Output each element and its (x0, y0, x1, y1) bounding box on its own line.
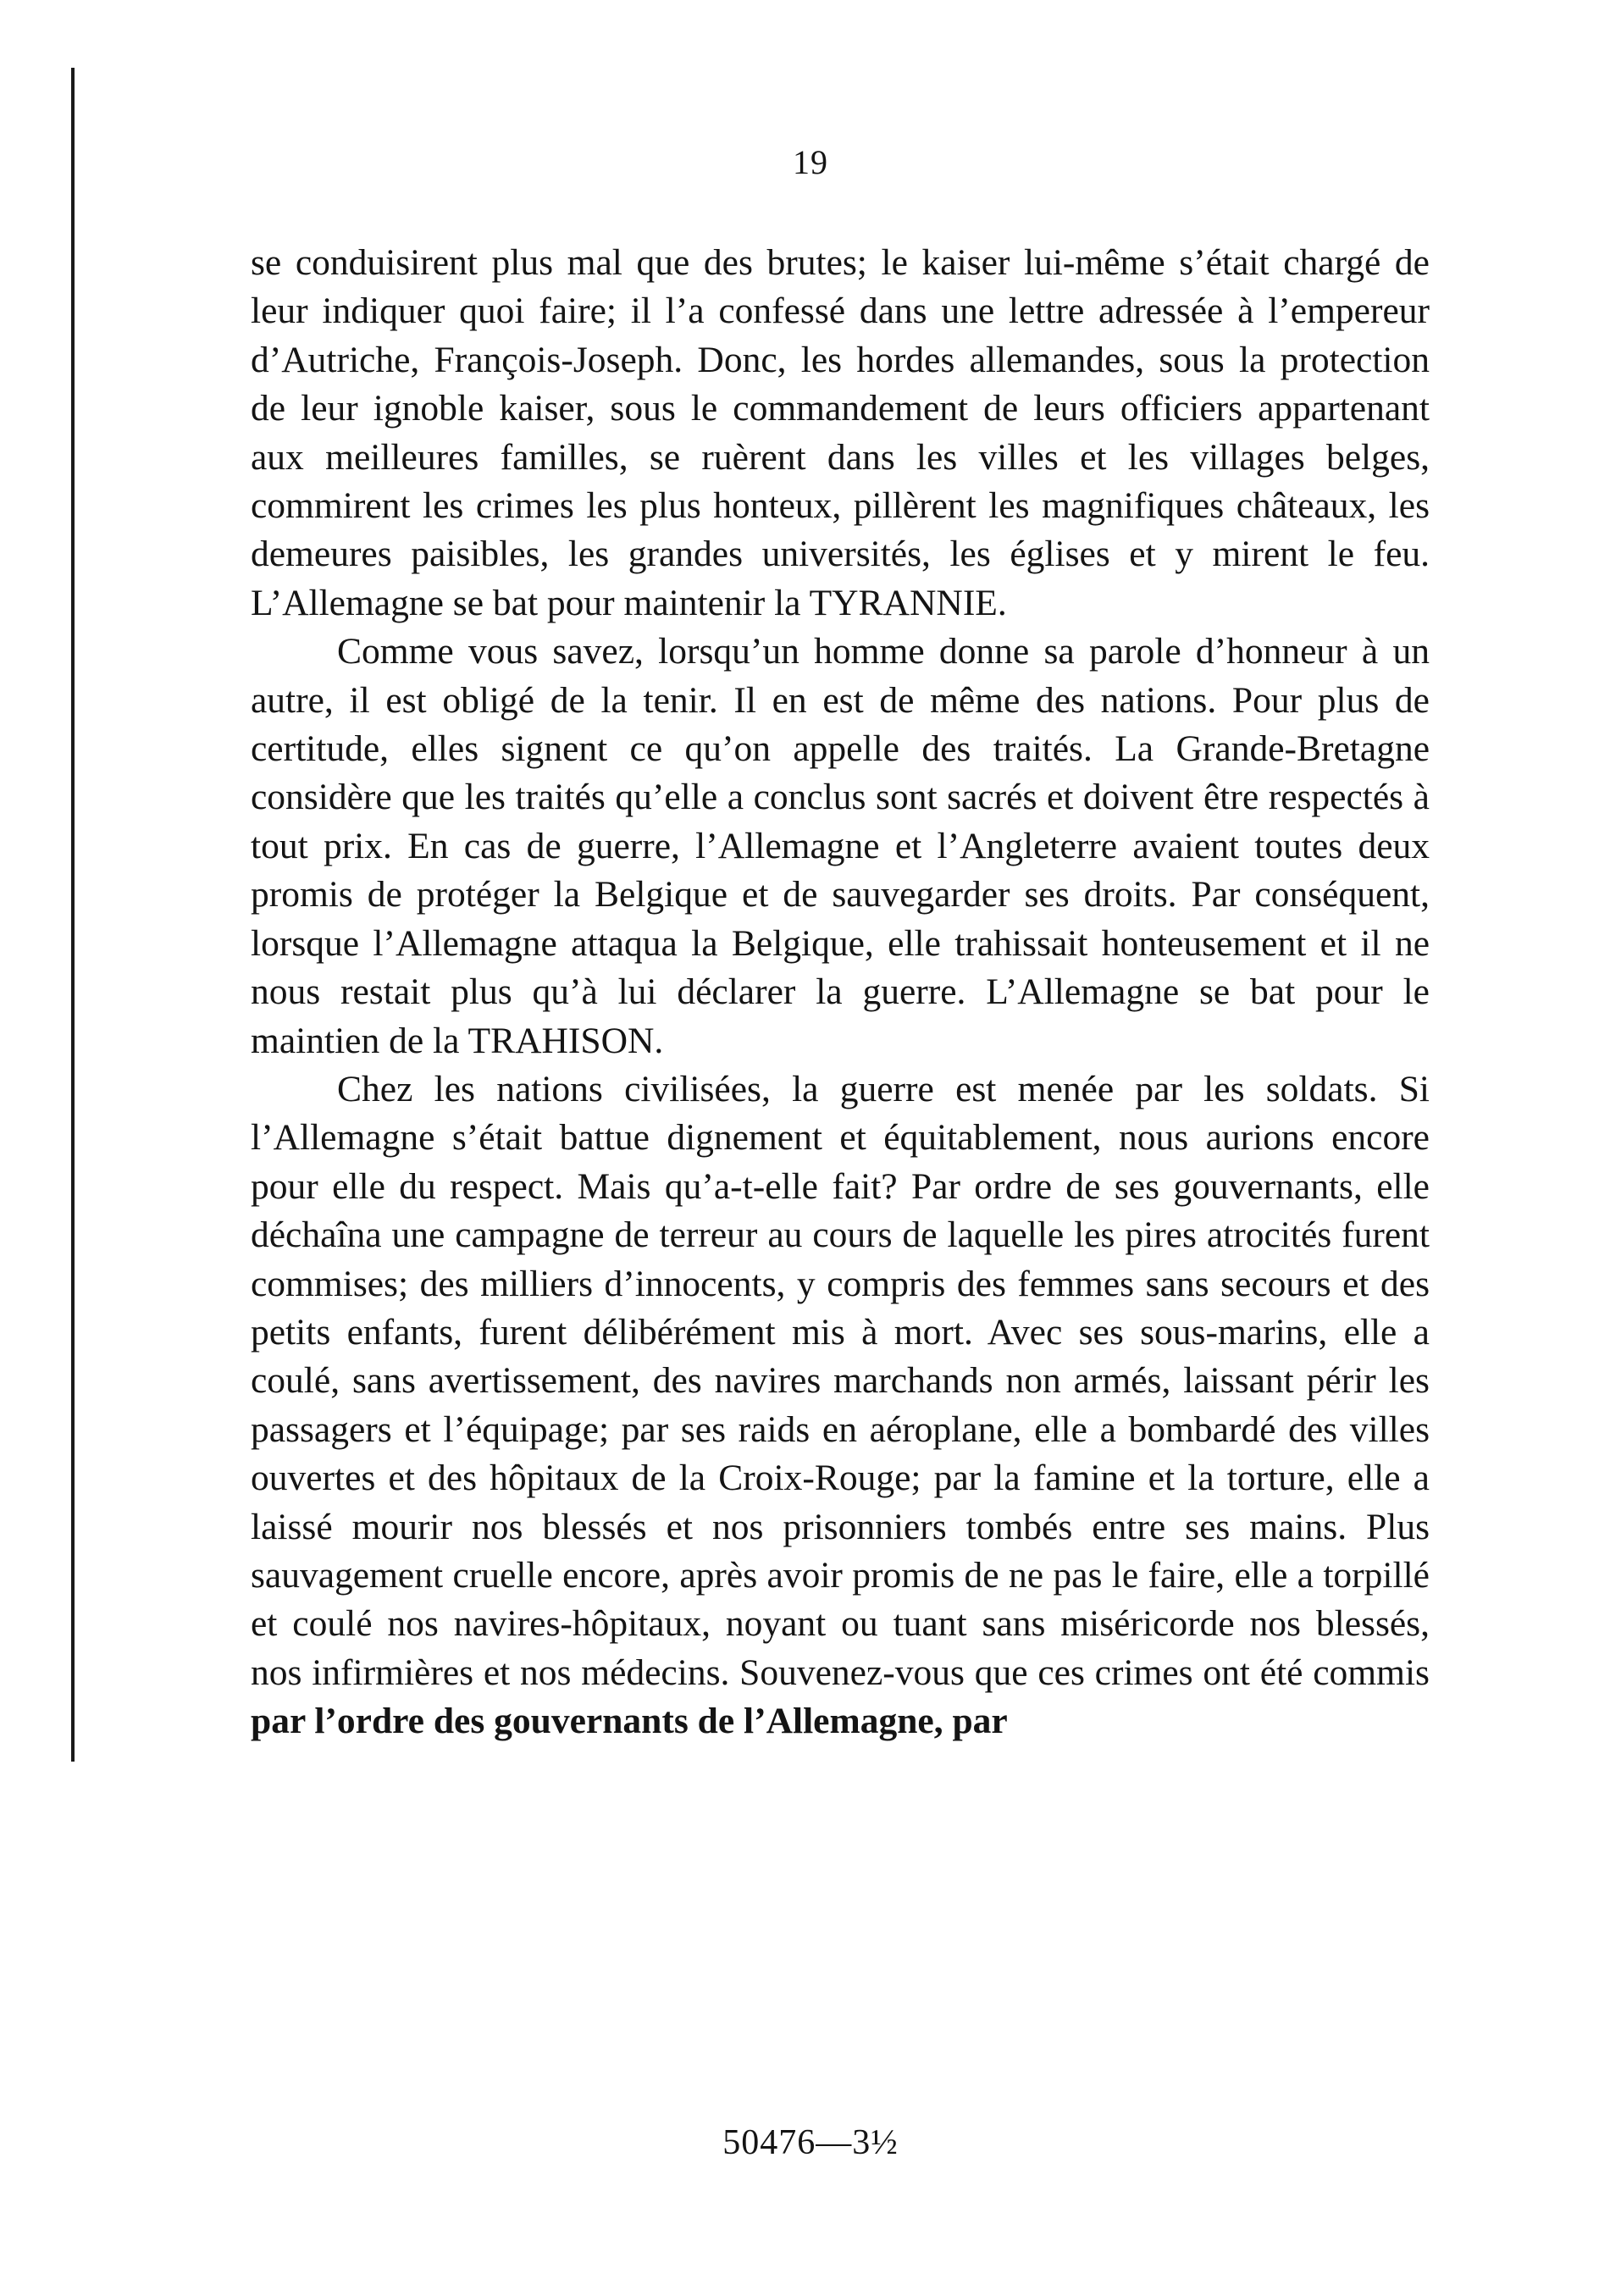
paragraph-3-emphasis: par l’ordre des gouvernants de l’Allemagne, par (251, 1701, 1008, 1742)
printer-signature-mark: 50476—3½ (722, 2123, 899, 2162)
paragraph-3-text: Chez les nations civilisées, la guerre est menée par les soldats. Si l’Allemagne s’était battue dignement et équitablement, nous aurions encore pour elle du respect. Mais qu’a-t-elle fait? Par ordre de ses gouvernants, elle déchaîna une campagne de terreur au cours de laquelle les pires atrocités furent commises; des milliers d’innocents, y compris des femmes sans secours et des petits enfants, furent délibérément mis à mort. Avec ses sous-marins, elle a coulé, sans avertissement, des navires marchands non armés, laissant périr les passagers et l’équipage; par ses raids en aéroplane, elle a bombardé des villes ouvertes et des hôpitaux de la Croix-Rouge; par la famine et la torture, elle a laissé mourir nos blessés et nos prisonniers tombés entre ses mains. Plus sauvagement cruelle encore, après avoir promis de ne pas le faire, elle a torpillé et coulé nos navires-hôpitaux, noyant ou tuant sans miséricorde nos blessés, nos infirmières et nos médecins. Souvenez-vous que ces crimes ont été commis (251, 1068, 1430, 1693)
binding-edge-line (71, 68, 75, 1762)
body-text (251, 239, 1430, 1746)
paragraph-1: se conduisirent plus mal que des brutes; le kaiser lui-même s’était chargé de leur indiquer quoi faire; il l’a confessé dans une lettre adressée à l’empereur d’Autriche, François-Joseph. Donc, les hordes allemandes, sous la protection de leur ignoble kaiser, sous le commandement de leurs officiers appartenant aux meilleures familles, se ruèrent dans les villes et les villages belges, commirent les crimes les plus honteux, pillèrent les magnifiques châteaux, les demeures paisibles, les grandes universités, les églises et y mirent le feu. L’Allemagne se bat pour maintenir la TYRANNIE. (251, 242, 1430, 623)
paragraph-2: Comme vous savez, lorsqu’un homme donne sa parole d’honneur à un autre, il est obligé de la tenir. Il en est de même des nations. Pour plus de certitude, elles signent ce qu’on appelle des traités. La Grande-Bretagne considère que les traités qu’elle a conclus sont sacrés et doivent être respectés à tout prix. En cas de guerre, l’Allemagne et l’Angleterre avaient toutes deux promis de protéger la Belgique et de sauvegarder ses droits. Par conséquent, lorsque l’Allemagne attaqua la Belgique, elle trahissait honteusement et il ne nous restait plus qu’à lui déclarer la guerre. L’Allemagne se bat pour le maintien de la TRAHISON. (251, 631, 1430, 1061)
paragraph-3 (251, 1065, 1430, 1746)
page-number: 19 (793, 143, 828, 181)
